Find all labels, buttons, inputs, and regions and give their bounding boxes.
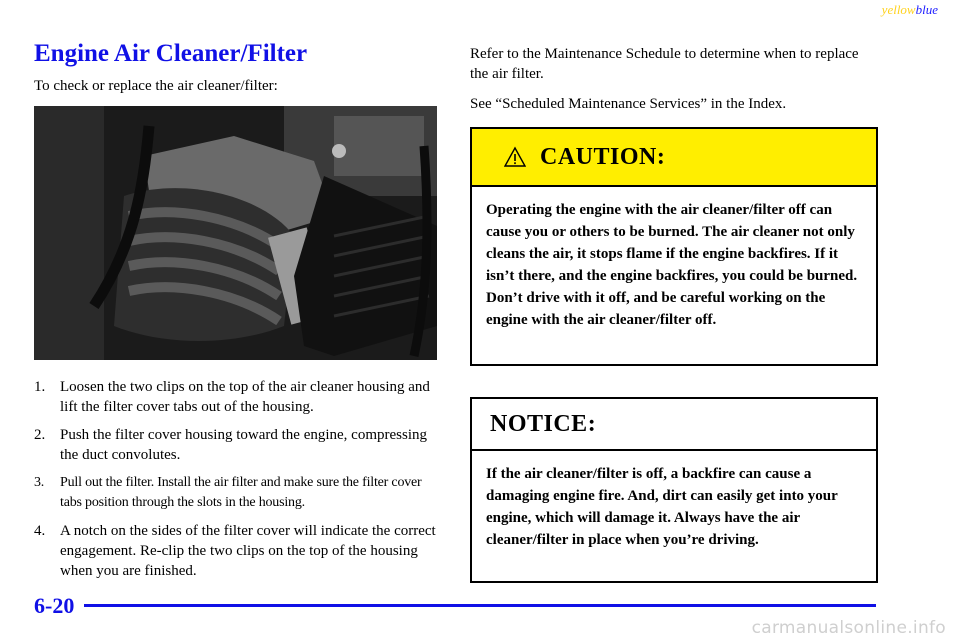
marker-yellow: yellow [881, 2, 916, 17]
notice-text: If the air cleaner/filter is off, a backfire can cause a damaging engine fire. And, dirt can easily get into your engine, which will damage it. Always have the air cleaner/filter in place when you’re driving. [486, 466, 838, 548]
section-intro: To check or replace the air cleaner/filter: [34, 78, 278, 94]
caution-box [470, 127, 878, 366]
step-text: Loosen the two clips on the top of the air cleaner housing and lift the filter cover tabs out of the housing. [60, 379, 430, 415]
site-watermark: carmanualsonline.info [751, 618, 946, 638]
step-text: A notch on the sides of the filter cover will indicate the correct engagement. Re‑clip the two clips on the top of the housing when you are finished. [60, 523, 436, 579]
step-item [34, 473, 444, 513]
caution-label: CAUTION: [540, 143, 666, 170]
page-number: 6-20 [34, 593, 75, 618]
caution-header [472, 129, 876, 187]
instruction-steps [34, 377, 444, 589]
step-text: Push the filter cover housing toward the engine, compressing the duct convolutes. [60, 427, 428, 463]
engine-photo-illustration [34, 106, 437, 360]
notice-box [470, 397, 878, 583]
maintenance-paragraph: Refer to the Maintenance Schedule to determine when to replace the air filter. [470, 46, 859, 82]
step-number: 1. [34, 379, 46, 395]
marker-blue: blue [915, 2, 938, 17]
step-text: Pull out the filter. Install the air filter and make sure the filter cover tabs position through the slots in the housing. [60, 475, 422, 510]
step-number: 4. [34, 523, 46, 539]
warning-triangle-icon [504, 146, 526, 168]
step-number: 3. [34, 475, 45, 490]
index-reference: See “Scheduled Maintenance Services” in the Index. [470, 96, 787, 112]
page-color-marker [882, 2, 938, 18]
step-item [34, 377, 444, 417]
caution-text: Operating the engine with the air cleaner/filter off can cause you or others to be burned. The air cleaner not only cleans the air, it stops flame if the engine backfires. If it isn’t there, and the engine backfires, you could be burned. Don’t drive with it off, and be careful working on the engine with the air cleaner/filter off. [486, 202, 858, 328]
step-number: 2. [34, 427, 46, 443]
notice-header [472, 399, 876, 451]
footer-divider [84, 604, 876, 607]
step-item [34, 425, 444, 465]
notice-label: NOTICE: [490, 410, 597, 437]
engine-photo [34, 106, 437, 360]
step-item [34, 521, 444, 581]
section-title: Engine Air Cleaner/Filter [34, 40, 308, 67]
maintenance-reference [470, 44, 880, 124]
